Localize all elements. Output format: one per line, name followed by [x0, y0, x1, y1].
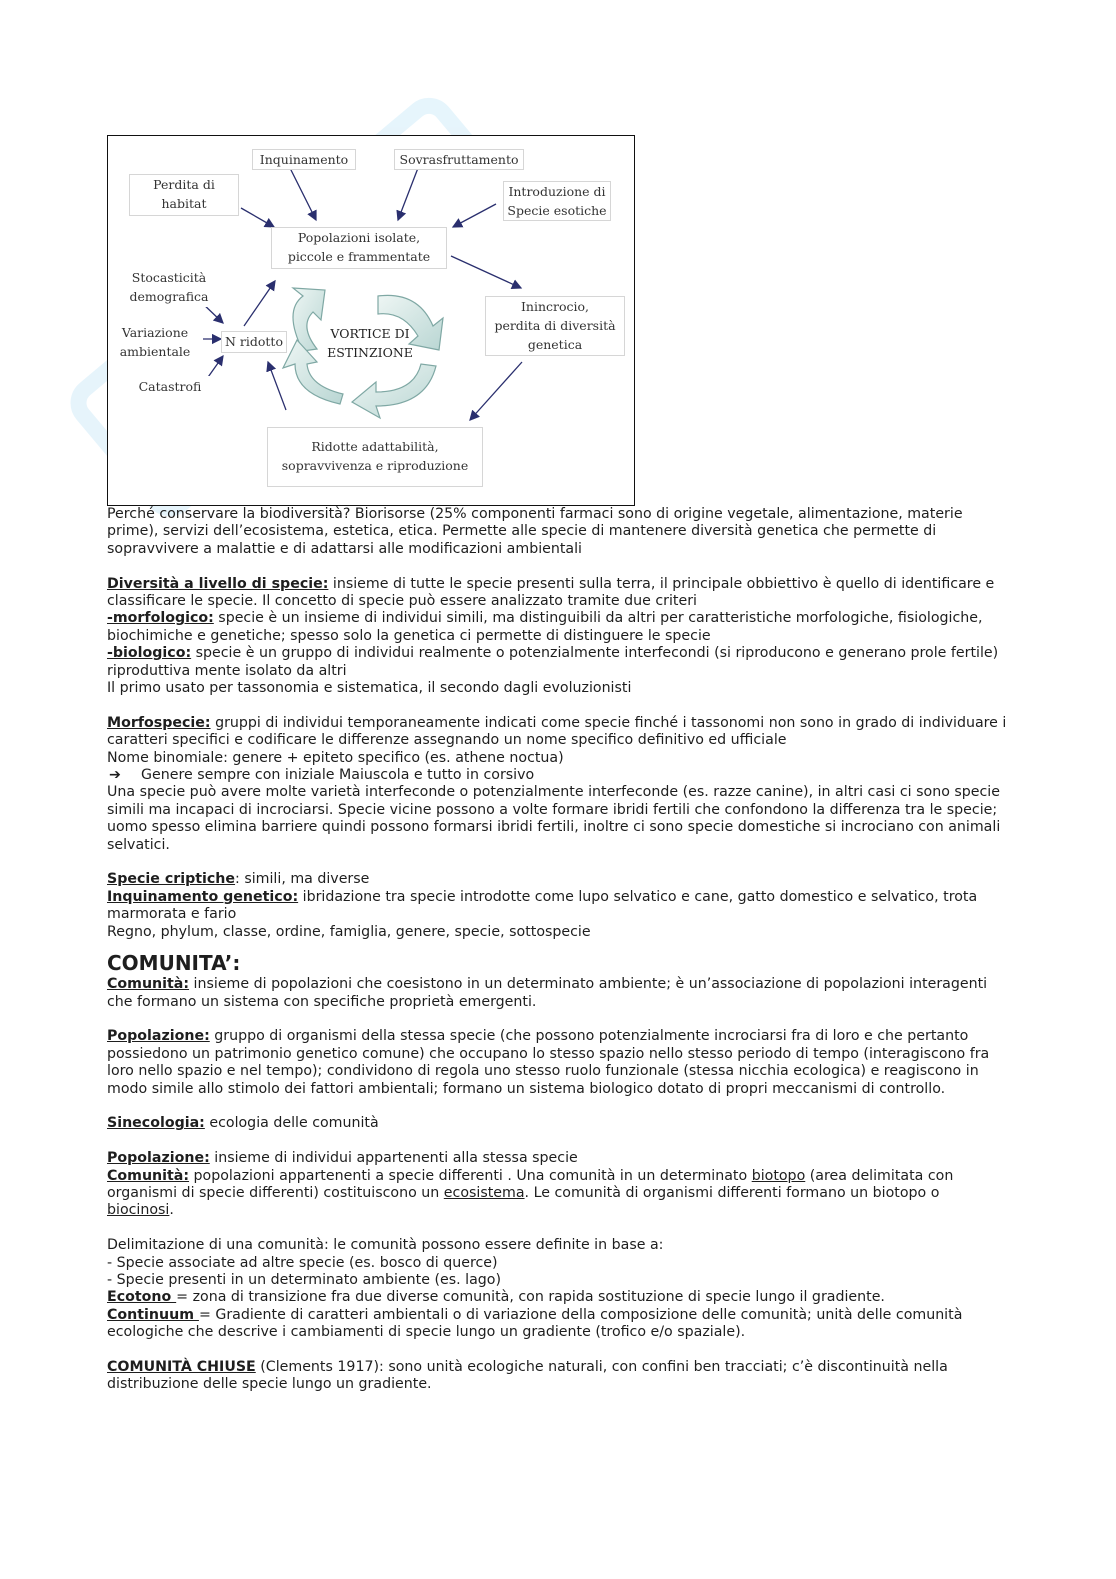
box-popolazioni-isolate: Popolazioni isolate, piccole e frammentate: [271, 227, 447, 269]
box-ridotte-adattabilita: Ridotte adattabilità, sopravvivenza e riproduzione: [267, 427, 483, 487]
paragraph-regno: Regno, phylum, classe, ordine, famiglia, genere, specie, sottospecie: [107, 923, 591, 940]
extinction-vortex-diagram: [107, 135, 635, 506]
list-item: - Specie presenti in un determinato ambiente (es. lago): [107, 1271, 501, 1288]
paragraph-comunita: Comunità: insieme di popolazioni che coesistono in un determinato ambiente; è un’associazione di popolazioni interagenti che formano un sistema con specifiche proprietà emergenti.: [107, 976, 988, 1010]
paragraph-morfologico: -morfologico: specie è un insieme di individui simili, ma distinguibili da altri per caratteristiche morfologiche, fisiologiche, biochimiche e genetiche; spesso solo la genetica ci permette di distinguere le specie: [107, 610, 983, 644]
bullet-genere: ➔ Genere sempre con iniziale Maiuscola e tutto in corsivo: [109, 767, 535, 784]
paragraph-primo-usato: Il primo usato per tassonomia e sistematica, il secondo dagli evoluzionisti: [107, 680, 632, 697]
box-stocasticita: Stocasticità demografica: [123, 267, 215, 307]
paragraph-sinecologia: Sinecologia: ecologia delle comunità: [107, 1115, 379, 1132]
paragraph-delimitazione: Delimitazione di una comunità: le comunità possono essere definite in base a:: [107, 1237, 664, 1254]
paragraph-popolazione-2: Popolazione: insieme di individui appartenenti alla stessa specie: [107, 1150, 578, 1167]
box-variazione: Variazione ambientale: [112, 322, 198, 362]
paragraph-ecotono: Ecotono = zona di transizione fra due diverse comunità, con rapida sostituzione di specie lungo il gradiente.: [107, 1289, 885, 1306]
paragraph-morfospecie: Morfospecie: gruppi di individui temporaneamente indicati come specie finché i tassonomi non sono in grado di individuare i caratteri specifici e codificare le differenze assegnando un nome specifico definitivo ed ufficiale: [107, 714, 1007, 749]
paragraph-specie-criptiche: Specie criptiche: simili, ma diverse: [107, 871, 370, 888]
box-catastrofi: Catastrofi: [130, 376, 210, 396]
paragraph-nome-binomiale: Nome binomiale: genere + epiteto specifico (es. athene noctua): [107, 749, 564, 766]
arrow-bullet-icon: ➔: [109, 767, 121, 784]
paragraph-varieta: Una specie può avere molte varietà interfeconde o potenzialmente interfeconde (es. razze canine), in altri casi ci sono specie simili ma incapaci di incrociarsi. Specie vicine possono a volte formare ibridi fertili che confondono la differenza tra le specie; uomo spesso elimina barriere quindi possono formarsi ibridi fertili, inoltre ci sono specie domestiche si incrociano con animali selvatici.: [107, 784, 1001, 853]
box-inincrocio: Inincrocio, perdita di diversità genetica: [485, 296, 625, 356]
box-perdita-habitat: Perdita di habitat: [129, 174, 239, 216]
paragraph-perche-conservare: Perché conservare la biodiversità? Biorisorse (25% componenti farmaci sono di origine vegetale, alimentazione, materie prime), servizi dell’ecosistema, estetica, etica. Permette alle specie di mantenere diversità genetica che permette di sopravvivere a malattie e di adattarsi alle modificazioni ambientali: [107, 506, 963, 557]
paragraph-biologico: -biologico: specie è un gruppo di individui realmente o potenzialmente interfecondi (si riproducono e generano prole fertile) riproduttiva mente isolato da altri: [107, 645, 999, 679]
list-item: - Specie associate ad altre specie (es. bosco di querce): [107, 1254, 498, 1271]
box-inquinamento: Inquinamento: [252, 149, 356, 170]
body-text: [107, 506, 1007, 1394]
heading-comunita: COMUNITA’:: [107, 951, 241, 976]
box-n-ridotto: N ridotto: [221, 331, 287, 353]
paragraph-comunita-2: Comunità: popolazioni appartenenti a specie differenti . Una comunità in un determinato biotopo (area delimitata con organismi di specie differenti) costituiscono un ecosistema. Le comunità di organismi differenti formano un biotopo o biocinosi.: [107, 1167, 954, 1219]
paragraph-inquinamento-genetico: Inquinamento genetico: ibridazione tra specie introdotte come lupo selvatico e cane, gatto domestico e selvatico, trota marmorata e fario: [107, 888, 978, 923]
paragraph-popolazione: Popolazione: gruppo di organismi della stessa specie (che possono potenzialmente incrociarsi fra di loro e che pertanto possiedono un patrimonio genetico comune) che occupano lo stesso spazio nello stesso periodo di tempo (interagiscono fra loro nello spazio e nel tempo); condividono di regola uno stesso ruolo funzionale (stessa nicchia ecologica) e reagiscono in modo simile allo stimolo dei fattori ambientali; formano un sistema biologico dotato di propri meccanismi di controllo.: [107, 1028, 990, 1097]
paragraph-diversita-specie: Diversità a livello di specie: insieme di tutte le specie presenti sulla terra, il principale obbiettivo è quello di identificare e classificare le specie. Il concetto di specie può essere analizzato tramite due criteri: [107, 575, 995, 610]
paragraph-continuum: Continuum = Gradiente di caratteri ambientali o di variazione della composizione delle comunità; unità delle comunità ecologiche che descrive i cambiamenti di specie lungo un gradiente (trofico e/o spaziale).: [107, 1306, 963, 1341]
paragraph-comunita-chiuse: COMUNITÀ CHIUSE (Clements 1917): sono unità ecologiche naturali, con confini ben tracciati; c’è discontinuità nella distribuzione delle specie lungo un gradiente.: [107, 1358, 948, 1393]
vortex-label: VORTICE DI ESTINZIONE: [327, 326, 413, 360]
box-sovrasfruttamento: Sovrasfruttamento: [394, 149, 524, 170]
box-introduzione-specie: Introduzione di Specie esotiche: [503, 181, 611, 221]
